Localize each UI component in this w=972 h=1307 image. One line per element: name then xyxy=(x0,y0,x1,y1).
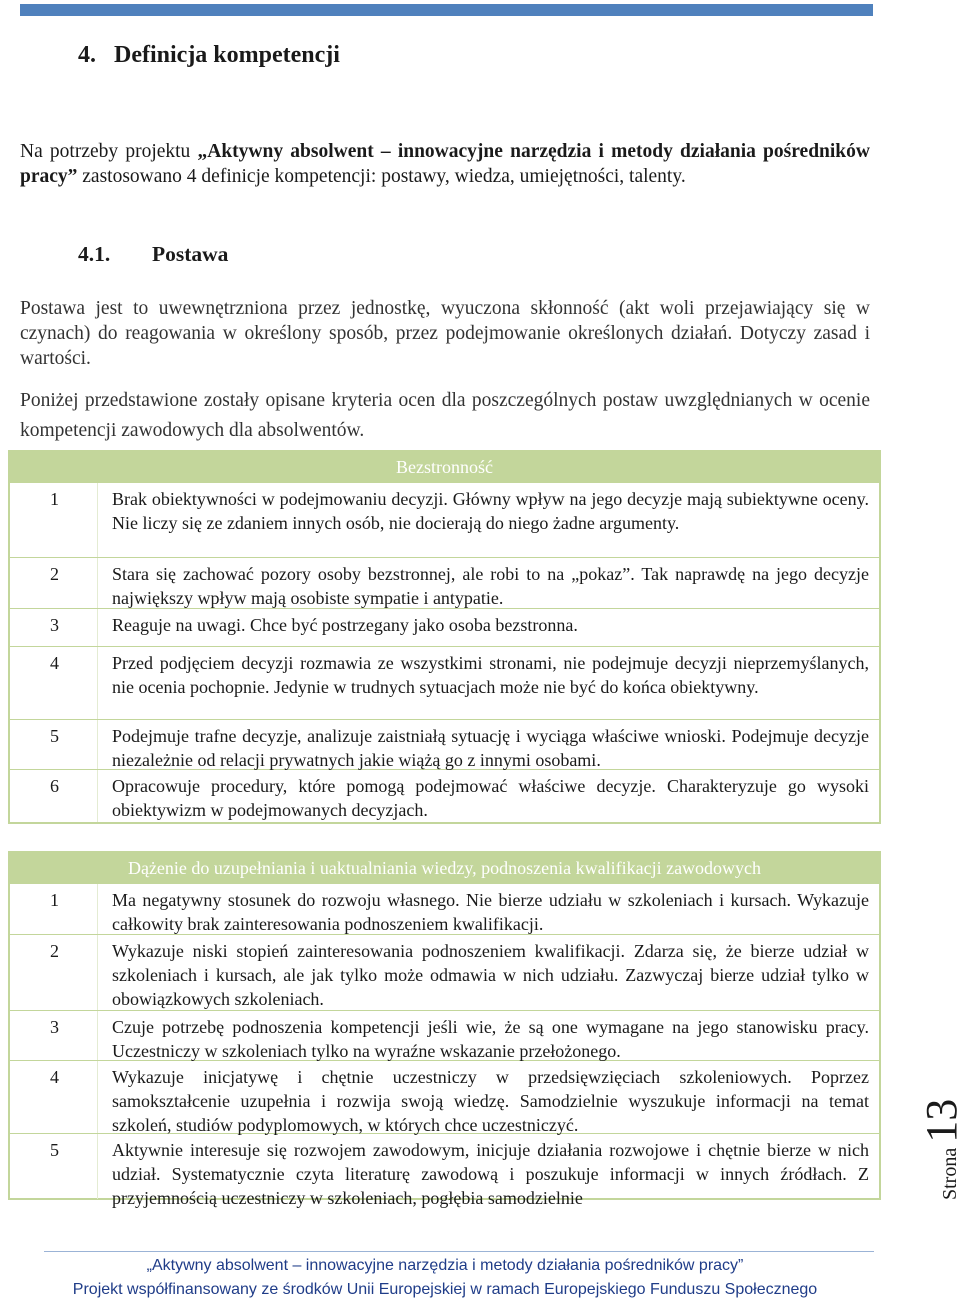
row-score: 4 xyxy=(10,1061,98,1133)
table-rows xyxy=(10,884,879,1208)
criteria-intro: Poniżej przedstawione zostały opisane kryteria ocen dla poszczególnych postaw uwzględnianych w ocenie kompetencji zawodowych dla absolwentów. xyxy=(20,390,870,441)
page-number: 13 xyxy=(917,1098,966,1143)
section-title: Postawa xyxy=(152,242,229,266)
row-text: Wykazuje niski stopień zainteresowania podnoszeniem kwalifikacji. Zdarza się, że bierze udział w szkoleniach i kursach, ale jak tylko może odmawia w nich udziału. Zazwyczaj bierze udział tylko w obowiązkowych szkoleniach. xyxy=(112,941,869,1009)
row-text: Wykazuje inicjatywę i chętnie uczestniczy w przedsięwzięciach szkoleniowych. Poprzez samokształcenie uzupełnia i rozwija swoją wiedzę. Samodzielnie wyszukuje informacji na temat szkoleń, studiów podyplomowych, w których chce uczestniczyć. xyxy=(112,1067,869,1135)
table-row xyxy=(10,884,879,934)
table-row xyxy=(10,769,879,822)
table-row xyxy=(10,483,879,557)
table-row xyxy=(10,646,879,719)
row-text: Czuje potrzebę podnoszenia kompetencji jeśli wie, że są one wymagane na jego stanowisku pracy. Uczestniczy w szkoleniach tylko na wyraźne wskazanie przełożonego. xyxy=(112,1017,869,1061)
row-text: Brak obiektywności w podejmowaniu decyzji. Główny wpływ na jego decyzje mają subiektywne oceny. Nie liczy się ze zdaniem innych osób, nie docierają do niego żadne argumenty. xyxy=(112,489,869,533)
table-row xyxy=(10,934,879,1010)
chapter-heading xyxy=(78,42,340,69)
footer-divider xyxy=(44,1251,874,1252)
row-score: 1 xyxy=(10,884,98,934)
table-row xyxy=(10,719,879,769)
row-score: 4 xyxy=(10,647,98,719)
row-score: 5 xyxy=(10,1134,98,1199)
page-label: Strona xyxy=(939,1147,961,1200)
postawa-definition: Postawa jest to uwewnętrzniona przez jednostkę, wyuczona skłonność (akt woli przejawiający się w czynach) do reagowania w określony sposób, przez podejmowanie określonych działań. Dotyczy zasad i wartości. xyxy=(20,298,870,369)
table-rows xyxy=(10,483,879,822)
row-text: Podejmuje trafne decyzje, analizuje zaistniałą sytuację i wyciąga właściwe wnioski. Podejmuje decyzje niezależnie od relacji prywatnych jakie wiążą go z innymi osobami. xyxy=(112,726,869,770)
table-row xyxy=(10,608,879,646)
table-row xyxy=(10,1060,879,1133)
row-score: 2 xyxy=(10,935,98,1010)
table-row xyxy=(10,1010,879,1060)
table-row xyxy=(10,1133,879,1208)
row-score: 3 xyxy=(10,1011,98,1060)
row-score: 6 xyxy=(10,770,98,822)
row-text: Stara się zachować pozory osoby bezstronnej, ale robi to na „pokaz”. Tak naprawdę na jego decyzje największy wpływ mają osobiste sympatie i antypatie. xyxy=(112,564,869,608)
criteria-table-rozwoj xyxy=(8,851,881,1208)
table-header: Bezstronność xyxy=(10,452,879,483)
footer-cofinancing-note: Projekt współfinansowany ze środków Unii Europejskiej w ramach Europejskiego Funduszu Społecznego xyxy=(72,1281,818,1298)
row-score: 1 xyxy=(10,483,98,557)
project-name: „Aktywny absolwent – innowacyjne narzędzia i metody działania pośredników pracy” xyxy=(20,141,870,187)
footer-project-title: „Aktywny absolwent – innowacyjne narzędzia i metody działania pośredników pracy” xyxy=(146,1257,744,1274)
row-score: 2 xyxy=(10,558,98,608)
row-score: 5 xyxy=(10,720,98,769)
row-score: 3 xyxy=(10,609,98,646)
row-text: Opracowuje procedury, które pomogą podejmować właściwe decyzje. Charakteryzuje go wysoki obiektywizm w podejmowanych decyzjach. xyxy=(112,776,869,820)
criteria-table-bezstronnosc xyxy=(8,450,881,824)
row-text: Ma negatywny stosunek do rozwoju własnego. Nie bierze udziału w szkoleniach i kursach. Wykazuje całkowity brak zainteresowania podnoszeniem kwalifikacji. xyxy=(112,890,869,934)
chapter-number: 4. xyxy=(78,42,96,68)
intro-paragraph xyxy=(20,139,870,189)
chapter-title: Definicja kompetencji xyxy=(114,42,340,68)
table-header: Dążenie do uzupełniania i uaktualniania wiedzy, podnoszenia kwalifikacji zawodowych xyxy=(10,853,879,884)
section-heading xyxy=(78,242,228,267)
table-row xyxy=(10,557,879,608)
row-text: Aktywnie interesuje się rozwojem zawodowym, inicjuje działania rozwojowe i chętnie bierze w nich udział. Systematycznie czyta literaturę zawodową i poszukuje informacji w innych źródłach. Z przyjemnością uczestniczy w szkoleniach, pogłębia samodzielnie xyxy=(112,1140,869,1208)
section-number: 4.1. xyxy=(78,242,111,266)
row-text: Przed podjęciem decyzji rozmawia ze wszystkimi stronami, nie podejmuje decyzji nieprzemyślanych, nie ocenia pochopnie. Jedynie w trudnych sytuacjach może nie być do końca obiektywny. xyxy=(112,653,869,697)
intro-before: Na potrzeby projektu xyxy=(20,141,198,162)
intro-after: zastosowano 4 definicje kompetencji: postawy, wiedza, umiejętności, talenty. xyxy=(77,166,686,187)
top-decorative-bar xyxy=(20,4,873,16)
page-number-vertical xyxy=(912,1085,972,1205)
row-text: Reaguje na uwagi. Chce być postrzegany jako osoba bezstronna. xyxy=(112,615,578,635)
